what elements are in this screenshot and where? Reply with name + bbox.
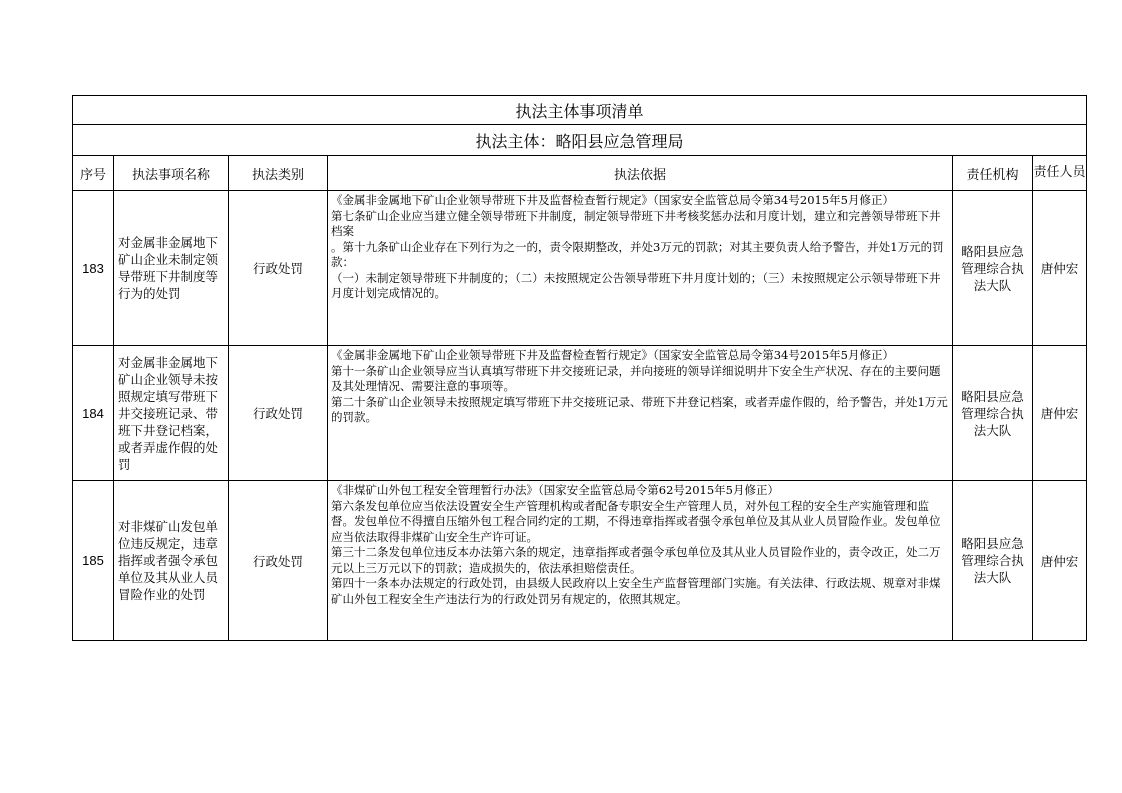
table-row (73, 346, 1087, 481)
row-category: 行政处罚 (229, 481, 328, 641)
basis-paragraph: 第二十条矿山企业领导未按照规定填写带班下井交接班记录、带班下井登记档案，或者弄虚作假的，给予警告，并处1万元的罚款。 (331, 394, 948, 424)
basis-paragraph: 第十一条矿山企业领导应当认真填写带班下井交接班记录，并向接班的领导详细说明井下安全生产状况、存在的主要问题及其处理情况、需要注意的事项等。 (331, 363, 941, 393)
header-basis: 执法依据 (328, 156, 953, 191)
basis-paragraph: 第三十二条发包单位违反本办法第六条的规定，违章指挥或者强令承包单位及其从业人员冒险作业的，责令改正，处二万元以上三万元以下的罚款；造成损失的，依法承担赔偿责任。 (331, 545, 941, 575)
row-org: 略阳县应急管理综合执法大队 (953, 346, 1033, 481)
row-person: 唐仲宏 (1033, 191, 1087, 346)
row-basis (328, 346, 953, 481)
basis-paragraph: 第六条发包单位应当依法设置安全生产管理机构或者配备专职安全生产管理人员，对外包工程的安全生产实施管理和监督。发包单位不得擅自压缩外包工程合同约定的工期，不得违章指挥或者强令承包单位及其从业人员冒险作业。发包单位应当依法取得非煤矿山安全生产许可证。 (331, 498, 941, 544)
basis-paragraph: 第四十一条本办法规定的行政处罚，由县级人民政府以上安全生产监督管理部门实施。有关法律、行政法规、规章对非煤矿山外包工程安全生产违法行为的行政处罚另有规定的，依照其规定。 (331, 576, 941, 606)
row-basis (328, 191, 953, 346)
page-subtitle: 执法主体：略阳县应急管理局 (73, 125, 1087, 156)
basis-paragraph: 第七条矿山企业应当建立健全领导带班下井制度，制定领导带班下井考核奖惩办法和月度计划，建立和完善领导带班下井档案 (331, 208, 941, 238)
basis-paragraph: 《金属非金属地下矿山企业领导带班下井及监督检查暂行规定》（国家安全监管总局令第34号2015年5月修正） (331, 193, 894, 207)
row-org: 略阳县应急管理综合执法大队 (953, 481, 1033, 641)
table-row (73, 191, 1087, 346)
row-item-name: 对金属非金属地下矿山企业未制定领导带班下井制度等行为的处罚 (114, 191, 229, 346)
row-basis (328, 481, 953, 641)
header-row (73, 156, 1087, 191)
row-item-name: 对非煤矿山发包单位违反规定，违章指挥或者强令承包单位及其从业人员冒险作业的处罚 (114, 481, 229, 641)
basis-paragraph: 。第十九条矿山企业存在下列行为之一的，责令限期整改，并处3万元的罚款；对其主要负责人给予警告，并处1万元的罚款： (331, 239, 944, 269)
basis-paragraph: （一）未制定领导带班下井制度的；（二）未按照规定公告领导带班下井月度计划的；（三）未按照规定公示领导带班下井月度计划完成情况的。 (331, 270, 941, 300)
header-person: 责任人员 (1033, 156, 1087, 191)
row-person: 唐仲宏 (1033, 346, 1087, 481)
row-seq: 184 (73, 346, 114, 481)
basis-paragraph: 《非煤矿山外包工程安全管理暂行办法》（国家安全监管总局令第62号2015年5月修正） (331, 483, 779, 497)
header-org: 责任机构 (953, 156, 1033, 191)
row-item-name: 对金属非金属地下矿山企业领导未按照规定填写带班下井交接班记录、带班下井登记档案，或者弄虚作假的处罚 (114, 346, 229, 481)
basis-paragraph: 《金属非金属地下矿山企业领导带班下井及监督检查暂行规定》（国家安全监管总局令第34号2015年5月修正） (331, 348, 894, 362)
row-person: 唐仲宏 (1033, 481, 1087, 641)
header-name: 执法事项名称 (114, 156, 229, 191)
page-title: 执法主体事项清单 (73, 96, 1087, 125)
row-category: 行政处罚 (229, 191, 328, 346)
row-org: 略阳县应急管理综合执法大队 (953, 191, 1033, 346)
row-seq: 185 (73, 481, 114, 641)
enforcement-items-table (72, 95, 1087, 641)
table-row (73, 481, 1087, 641)
header-seq: 序号 (73, 156, 114, 191)
row-seq: 183 (73, 191, 114, 346)
row-category: 行政处罚 (229, 346, 328, 481)
header-category: 执法类别 (229, 156, 328, 191)
